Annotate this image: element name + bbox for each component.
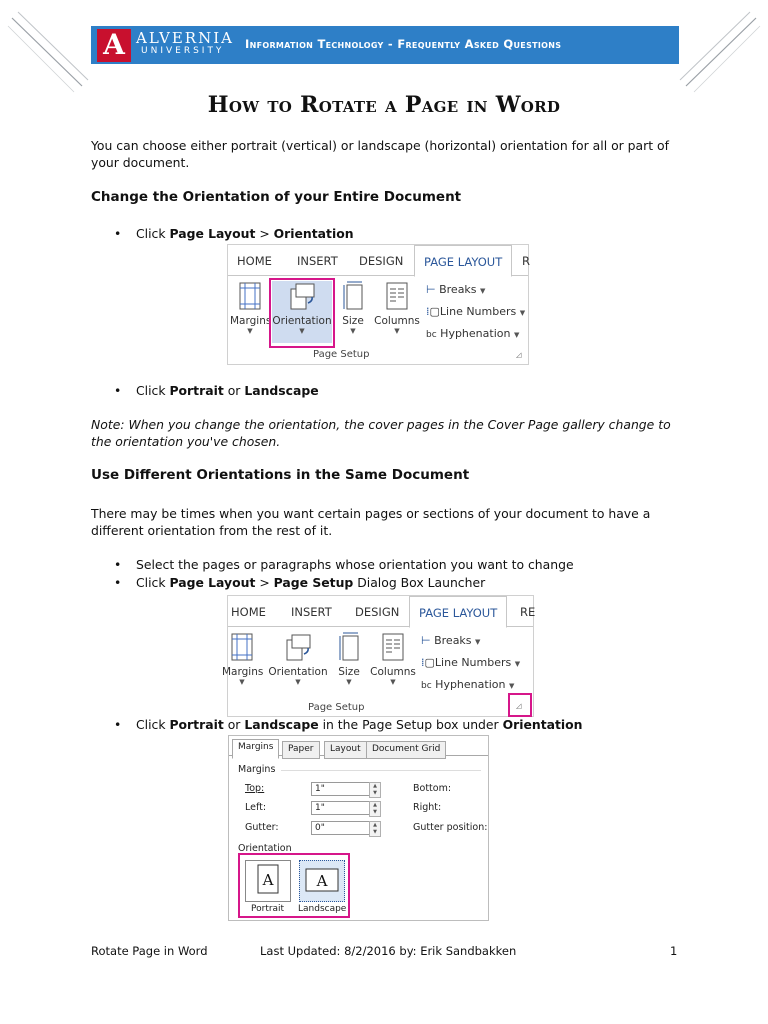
line-numbers-button[interactable]: ⁞▢Line Numbers ▼ xyxy=(426,305,526,318)
ribbon-tabs xyxy=(228,245,528,276)
dialog-launcher-icon[interactable]: ◿ xyxy=(516,351,522,359)
list-item: • Click Page Layout > Orientation xyxy=(114,226,354,241)
dialog-launcher-highlight xyxy=(508,693,532,717)
list-item: • Click Portrait or Landscape xyxy=(114,383,319,398)
tab-layout[interactable]: Layout xyxy=(324,741,367,759)
university-subtitle: UNIVERSITY xyxy=(141,46,225,56)
margins-button[interactable]: Margins ▼ xyxy=(230,281,270,335)
section-title: Information Technology - Frequently Asked Questions xyxy=(245,37,562,51)
left-input[interactable]: 1" xyxy=(311,801,370,815)
tab-design[interactable]: DESIGN xyxy=(355,605,400,619)
columns-icon xyxy=(385,281,409,311)
page-number: 1 xyxy=(670,944,678,958)
tab-insert[interactable]: INSERT xyxy=(291,605,332,619)
group-label-page-setup: Page Setup xyxy=(313,349,370,360)
section2-para-line-2: different orientation from the rest of it. xyxy=(91,523,333,538)
tab-page-layout[interactable]: PAGE LAYOUT xyxy=(409,596,507,628)
right-label: Right: xyxy=(413,802,442,813)
group-divider xyxy=(281,770,481,771)
margins-group-label: Margins xyxy=(238,764,276,775)
size-button[interactable]: Size ▼ xyxy=(334,632,364,686)
breaks-button[interactable]: ⊢ Breaks ▼ xyxy=(426,283,486,296)
tab-references[interactable]: R xyxy=(522,254,530,268)
margins-icon xyxy=(238,281,262,311)
tab-document-grid[interactable]: Document Grid xyxy=(366,741,446,759)
columns-button[interactable]: Columns ▼ xyxy=(368,632,418,686)
breaks-button[interactable]: ⊢ Breaks ▼ xyxy=(421,634,481,647)
university-name: ALVERNIA xyxy=(136,29,234,47)
orientation-group-label: Orientation xyxy=(238,843,292,854)
margins-button[interactable]: Margins ▼ xyxy=(222,632,262,686)
bottom-label: Bottom: xyxy=(413,783,452,794)
breaks-icon: ⊢ xyxy=(426,283,436,296)
tab-references[interactable]: RE xyxy=(520,605,536,619)
ribbon-tabs xyxy=(228,596,536,627)
note-line-2: the orientation you've chosen. xyxy=(91,434,281,449)
dialog-launcher-icon[interactable]: ◿ xyxy=(516,702,522,710)
orientation-options-highlight xyxy=(238,853,350,918)
columns-icon xyxy=(381,632,405,662)
section1-heading: Change the Orientation of your Entire Document xyxy=(91,189,462,205)
size-icon xyxy=(341,281,365,311)
gutter-input[interactable]: 0" xyxy=(311,821,370,835)
list-item: • Click Page Layout > Page Setup Dialog Box Launcher xyxy=(114,575,486,590)
logo-letter: A xyxy=(103,28,125,61)
list-item: • Select the pages or paragraphs whose orientation you want to change xyxy=(114,557,574,572)
note-line-1: Note: When you change the orientation, the cover pages in the Cover Page gallery change to xyxy=(91,417,671,432)
tab-home[interactable]: HOME xyxy=(237,254,272,268)
intro-line-2: your document. xyxy=(91,155,190,170)
intro-line-1: You can choose either portrait (vertical) or landscape (horizontal) orientation for all or part of xyxy=(91,138,669,153)
svg-text:A: A xyxy=(316,872,328,890)
orientation-highlight xyxy=(269,278,335,348)
margins-icon xyxy=(230,632,254,662)
svg-text:A: A xyxy=(262,871,274,889)
top-input[interactable]: 1" xyxy=(311,782,370,796)
page-title: How to Rotate a Page in Word xyxy=(207,92,561,118)
tab-paper[interactable]: Paper xyxy=(282,741,320,759)
orientation-button[interactable]: Orientation ▼ xyxy=(272,281,332,343)
orientation-icon xyxy=(284,632,312,662)
left-spinner[interactable]: ▲ ▼ xyxy=(369,801,381,817)
tab-home[interactable]: HOME xyxy=(231,605,266,619)
ribbon-screenshot-2 xyxy=(222,595,536,717)
line-numbers-button[interactable]: ⁞▢Line Numbers ▼ xyxy=(421,656,521,669)
gutter-label: Gutter: xyxy=(245,822,279,833)
landscape-label: Landscape xyxy=(298,904,347,914)
line-numbers-icon: ⁞ xyxy=(426,305,430,318)
section2-heading: Use Different Orientations in the Same Document xyxy=(91,467,470,483)
list-item: • Click Portrait or Landscape in the Page Setup box under Orientation xyxy=(114,717,583,732)
orientation-button[interactable]: Orientation ▼ xyxy=(268,632,328,686)
portrait-label: Portrait xyxy=(251,904,285,914)
breaks-icon: ⊢ xyxy=(421,634,431,647)
columns-button[interactable]: Columns ▼ xyxy=(372,281,422,335)
top-spinner[interactable]: ▲ ▼ xyxy=(369,782,381,798)
hyphenation-icon: bc xyxy=(426,330,437,340)
section2-para-line-1: There may be times when you want certain pages or sections of your document to have a xyxy=(91,506,651,521)
group-label-page-setup: Page Setup xyxy=(308,702,365,713)
gutter-position-label: Gutter position: xyxy=(413,822,488,833)
tab-margins[interactable]: Margins xyxy=(232,739,279,759)
tab-insert[interactable]: INSERT xyxy=(297,254,338,268)
footer-document-name: Rotate Page in Word xyxy=(91,944,208,958)
left-label: Left: xyxy=(245,802,267,813)
line-numbers-icon: ⁞ xyxy=(421,656,425,669)
top-label: Top: xyxy=(245,783,265,794)
gutter-spinner[interactable]: ▲ ▼ xyxy=(369,821,381,837)
tab-design[interactable]: DESIGN xyxy=(359,254,404,268)
hyphenation-button[interactable]: bc Hyphenation ▼ xyxy=(421,678,515,691)
hyphenation-button[interactable]: bc Hyphenation ▼ xyxy=(426,327,520,340)
footer-last-updated: Last Updated: 8/2/2016 by: Erik Sandbakken xyxy=(260,944,517,958)
size-icon xyxy=(337,632,361,662)
size-button[interactable]: Size ▼ xyxy=(338,281,368,335)
hyphenation-icon: bc xyxy=(421,681,432,691)
tab-page-layout[interactable]: PAGE LAYOUT xyxy=(414,245,512,277)
